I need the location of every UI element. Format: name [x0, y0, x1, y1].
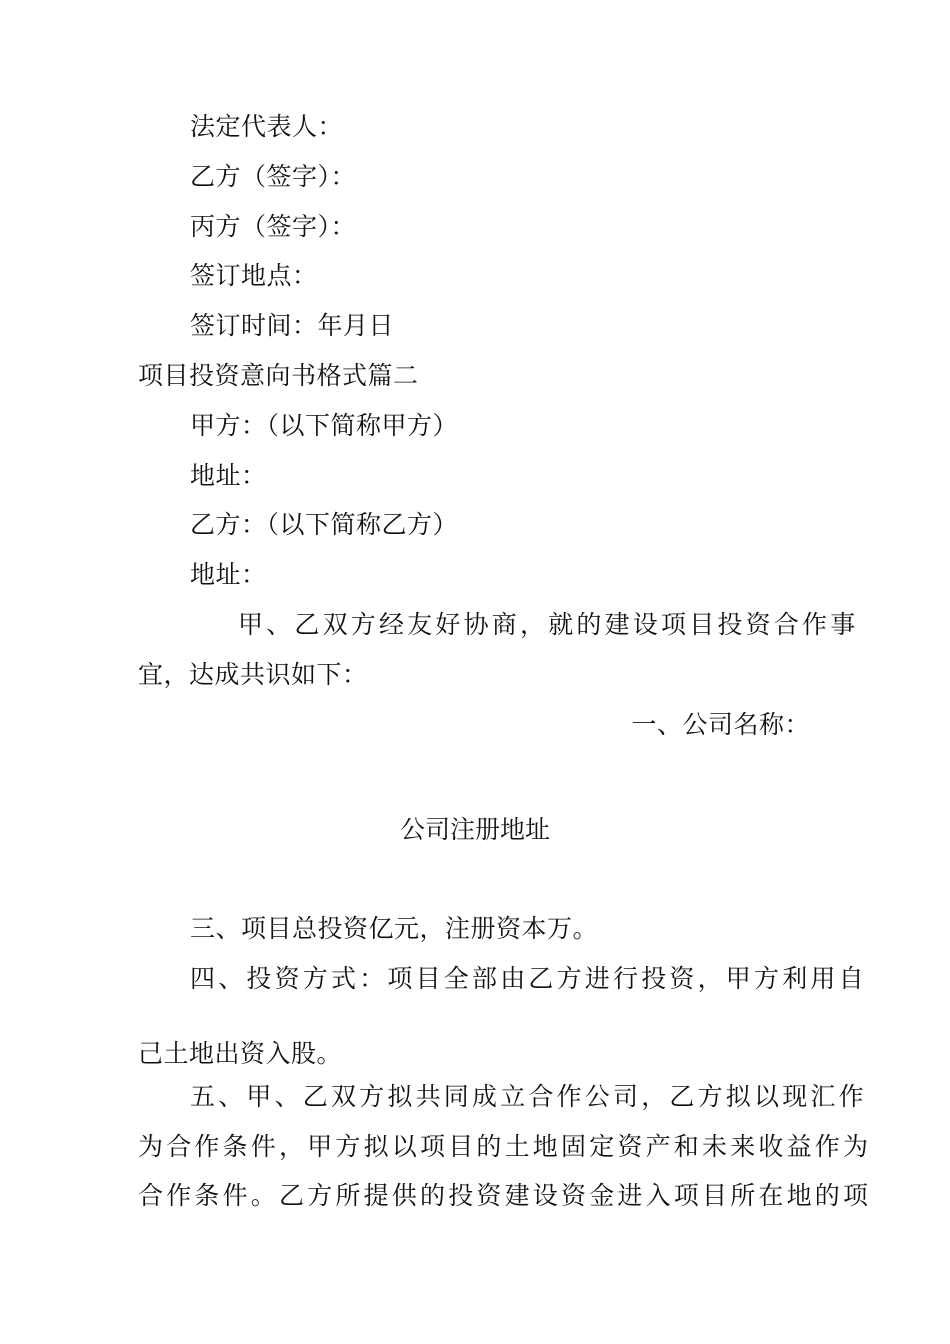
party-a-address-line: 地址： [190, 461, 267, 490]
party-b-signature-line: 乙方（签字）： [190, 162, 357, 191]
clause-cooperation-line-2: 为合作条件，甲方拟以项目的土地固定资产和未来收益作为 [138, 1132, 872, 1161]
party-b-line: 乙方：（以下简称乙方） [190, 510, 459, 539]
clause-cooperation-line-1: 五、甲、乙双方拟共同成立合作公司，乙方拟以现汇作 [190, 1082, 867, 1111]
clause-investment-total: 三、项目总投资亿元，注册资本万。 [190, 914, 599, 943]
clause-company-name: 一、公司名称： [631, 710, 810, 739]
clause-investment-mode-line-2: 己土地出资入股。 [138, 1039, 343, 1068]
signing-place-line: 签订地点： [190, 261, 318, 290]
clause-cooperation-line-3: 合作条件。乙方所提供的投资建设资金进入项目所在地的项 [138, 1181, 872, 1210]
preamble-line-2: 宜，达成共识如下： [138, 660, 368, 689]
section-title: 项目投资意向书格式篇二 [138, 361, 419, 390]
signing-time-line: 签订时间：年月日 [190, 311, 395, 340]
clause-company-address: 公司注册地址 [399, 815, 550, 844]
legal-representative-line: 法定代表人： [190, 112, 344, 141]
party-a-line: 甲方：（以下简称甲方） [190, 411, 459, 440]
party-b-address-line: 地址： [190, 560, 267, 589]
clause-investment-mode-line-1: 四、投资方式：项目全部由乙方进行投资，甲方利用自 [190, 964, 867, 993]
party-c-signature-line: 丙方（签字）： [190, 212, 357, 241]
preamble-line-1: 甲、乙双方经友好协商，就的建设项目投资合作事 [238, 610, 859, 639]
